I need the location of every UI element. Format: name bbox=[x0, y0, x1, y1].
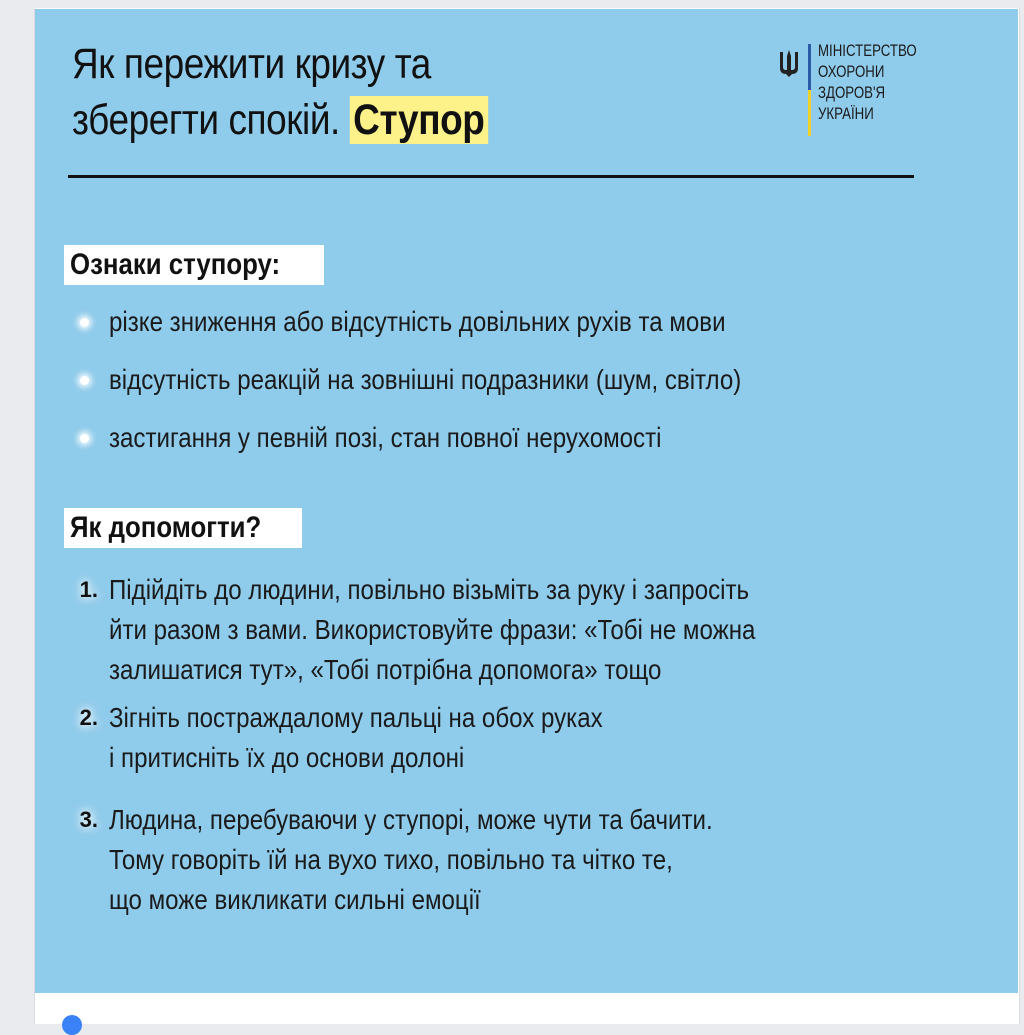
logo-line: УКРАЇНИ bbox=[818, 104, 874, 123]
flag-bar bbox=[808, 44, 811, 136]
logo-line: МІНІСТЕРСТВО bbox=[818, 41, 917, 60]
ministry-logo bbox=[778, 40, 938, 140]
like-reaction-icon[interactable] bbox=[62, 1015, 82, 1035]
title-highlight: Ступор bbox=[350, 96, 488, 144]
bullet-icon bbox=[80, 376, 89, 385]
step-text: Підійдіть до людини, повільно візьміть за руку і запросіть йти разом з вами. Використовуйте фрази: «Тобі не можна залишатися тут», «Тобі потрібна допомога» тощо bbox=[109, 574, 756, 685]
step-number: 1. bbox=[79, 577, 98, 602]
step-number: 2. bbox=[79, 705, 98, 730]
list-item: застигання у певній позі, стан повної нерухомості bbox=[76, 418, 916, 476]
step-item bbox=[70, 698, 920, 800]
poster-title bbox=[72, 36, 622, 148]
trident-icon bbox=[778, 48, 800, 78]
signs-heading: Ознаки ступору: bbox=[64, 245, 324, 285]
step-text: Людина, перебуваючи у ступорі, може чути та бачити. Тому говоріть їй на вухо тихо, повільно та чітко те, що може викликати сильні емоції bbox=[109, 804, 713, 915]
divider bbox=[68, 175, 914, 178]
title-line-1: Як пережити кризу та bbox=[72, 40, 431, 88]
post-footer bbox=[35, 993, 1018, 1024]
signs-list bbox=[76, 302, 916, 476]
logo-line: ОХОРОНИ bbox=[818, 62, 885, 81]
step-number: 3. bbox=[79, 807, 98, 832]
list-item: відсутність реакцій на зовнішні подразники (шум, світло) bbox=[76, 360, 916, 418]
logo-text bbox=[818, 40, 917, 124]
help-heading: Як допомогти? bbox=[64, 508, 302, 548]
title-line-2: зберегти спокій. bbox=[72, 96, 340, 144]
logo-line: ЗДОРОВ'Я bbox=[818, 83, 886, 102]
step-text: Зігніть постраждалому пальці на обох руках і притисніть їх до основи долоні bbox=[109, 702, 603, 773]
step-item bbox=[70, 800, 920, 920]
bullet-icon bbox=[80, 434, 89, 443]
step-item bbox=[70, 570, 920, 698]
help-steps bbox=[70, 570, 920, 920]
bullet-icon bbox=[80, 318, 89, 327]
list-item: різке зниження або відсутність довільних рухів та мови bbox=[76, 302, 916, 360]
